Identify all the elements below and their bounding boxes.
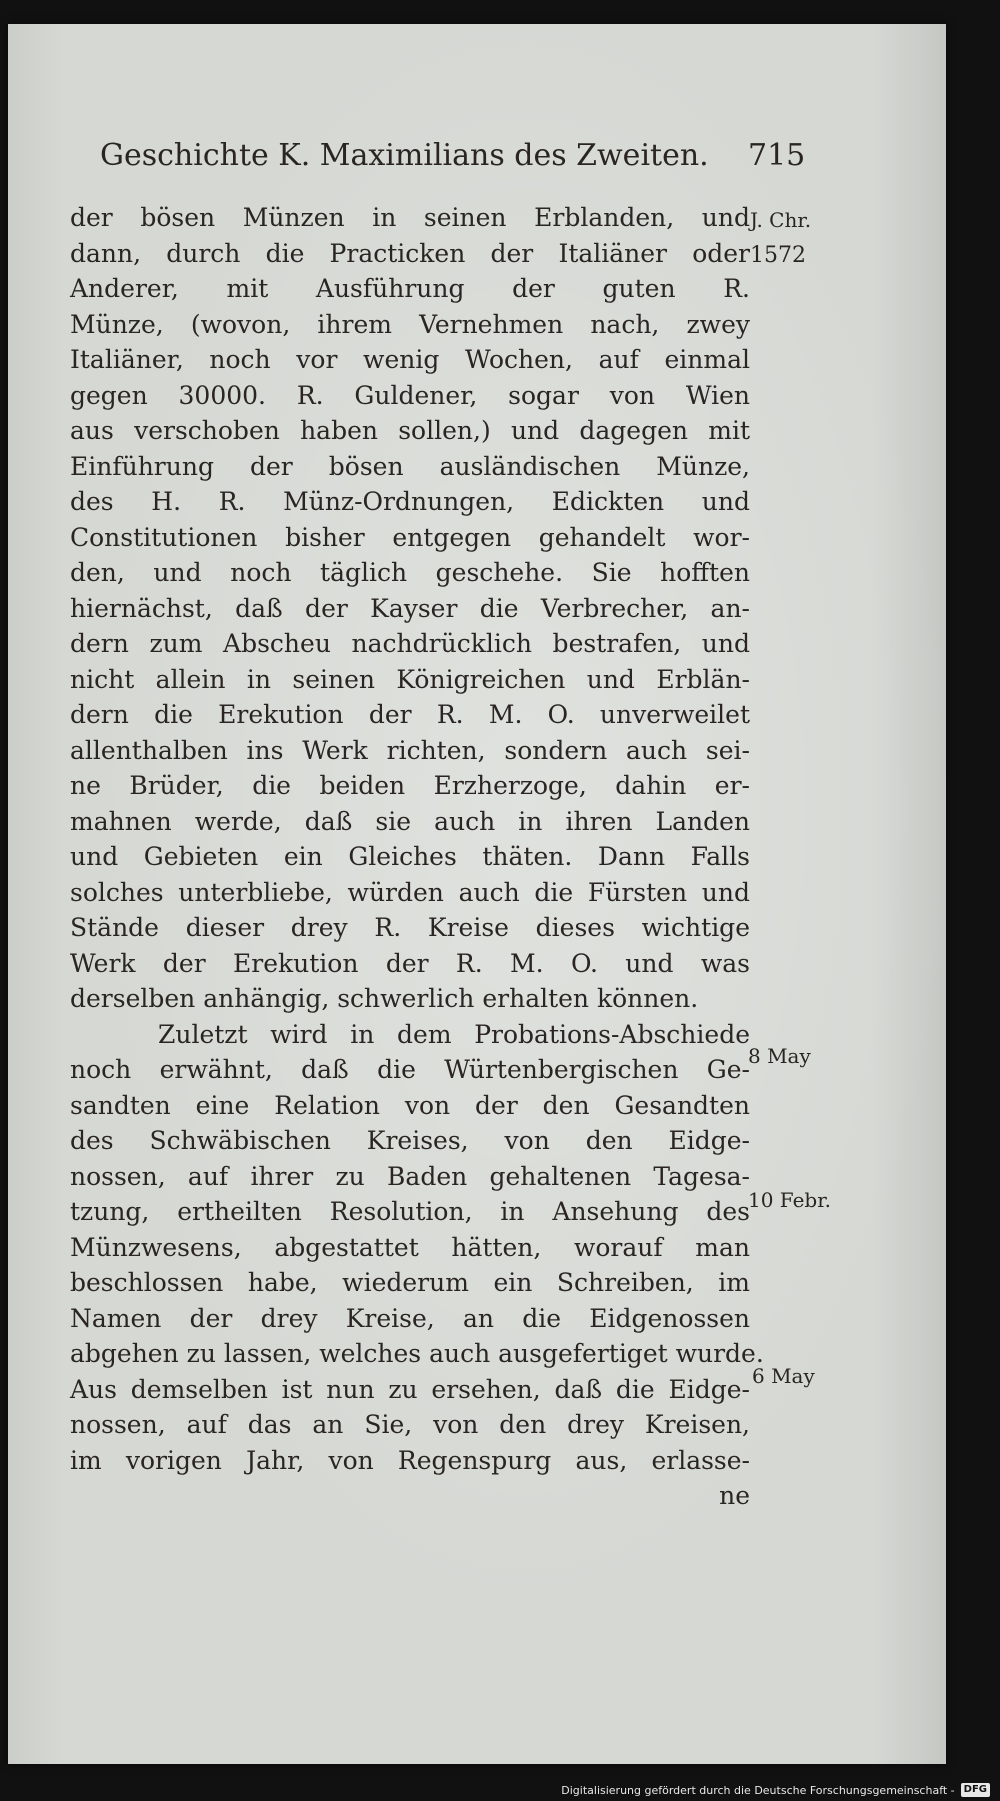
body-line: allenthalben ins Werk richten, sondern auch sei- <box>70 735 750 765</box>
body-line: dern zum Abscheu nachdrücklich bestrafen, und <box>70 629 750 658</box>
body-line: Aus demselben ist nun zu ersehen, daß die Eidge- <box>70 1374 750 1404</box>
body-line: aus verschoben haben sollen,) und dagegen mit <box>70 416 750 445</box>
body-line: des H. R. Münz-Ordnungen, Edickten und <box>70 487 750 516</box>
footer-credit: Digitalisierung gefördert durch die Deutsche Forschungsgemeinschaft - <box>561 1783 955 1797</box>
body-line: Stände dieser drey R. Kreise dieses wichtige <box>70 913 750 942</box>
body-line: im vorigen Jahr, von Regenspurg aus, erlasse- <box>70 1445 750 1475</box>
body-line: Münze, (wovon, ihrem Vernehmen nach, zwey <box>70 309 750 339</box>
body-line: und Gebieten ein Gleiches thäten. Dann Falls <box>70 842 750 871</box>
body-line: ne Brüder, die beiden Erzherzoge, dahin er- <box>70 771 750 800</box>
body-line: sandten eine Relation von der den Gesandten <box>70 1090 750 1120</box>
body-line: noch erwähnt, daß die Würtenbergischen Ge- <box>70 1055 750 1084</box>
body-line: den, und noch täglich geschehe. Sie hofften <box>70 558 750 587</box>
margin-note-date: 8 May <box>748 1044 811 1068</box>
body-line: mahnen werde, daß sie auch in ihren Landen <box>70 806 750 836</box>
body-line: Anderer, mit Ausführung der guten R. <box>70 274 750 303</box>
body-line: Italiäner, noch vor wenig Wochen, auf einmal <box>70 345 750 374</box>
body-line: beschlossen habe, wiederum ein Schreiben, im <box>70 1268 750 1297</box>
body-line: der bösen Münzen in seinen Erblanden, und <box>70 203 750 232</box>
body-line: hiernächst, daß der Kayser die Verbrecher, an- <box>70 593 750 623</box>
body-line: Münzwesens, abgestattet hätten, worauf man <box>70 1232 750 1262</box>
body-line: Einführung der bösen ausländischen Münze, <box>70 451 750 481</box>
body-line: nossen, auf ihrer zu Baden gehaltenen Tagesa- <box>70 1161 750 1191</box>
body-line: derselben anhängig, schwerlich erhalten können. <box>70 984 699 1013</box>
body-line: Werk der Erekution der R. M. O. und was <box>70 948 750 978</box>
catchword: ne <box>719 1481 750 1510</box>
running-header-title: Geschichte K. Maximilians des Zweiten. <box>100 138 709 173</box>
body-line: des Schwäbischen Kreises, von den Eidge- <box>70 1126 750 1155</box>
body-line: dann, durch die Practicken der Italiäner oder <box>70 238 750 268</box>
page-number: 715 <box>748 138 806 173</box>
body-line-paragraph-start: Zuletzt wird in dem Probations-Abschiede <box>158 1019 750 1049</box>
body-line: Namen der drey Kreise, an die Eidgenossen <box>70 1303 750 1333</box>
body-line: nossen, auf das an Sie, von den drey Kreisen, <box>70 1410 750 1439</box>
body-line: nicht allein in seinen Königreichen und Erblän- <box>70 664 750 694</box>
body-line: gegen 30000. R. Guldener, sogar von Wien <box>70 380 750 410</box>
body-line: dern die Erekution der R. M. O. unverweilet <box>70 700 750 729</box>
margin-note-year: 1572 <box>750 243 806 268</box>
book-page <box>8 24 946 1764</box>
body-line: Constitutionen bisher entgegen gehandelt wor- <box>70 522 750 552</box>
margin-note-era: J. Chr. <box>750 208 812 232</box>
margin-note-date: 10 Febr. <box>748 1188 831 1212</box>
body-line: tzung, ertheilten Resolution, in Ansehung des <box>70 1197 750 1226</box>
body-text <box>70 200 764 1514</box>
digitization-footer <box>561 1783 990 1797</box>
dfg-logo-icon: DFG <box>961 1783 990 1797</box>
running-header <box>100 136 820 176</box>
margin-note-date: 6 May <box>752 1364 815 1388</box>
body-line: solches unterbliebe, würden auch die Fürsten und <box>70 877 750 907</box>
body-line: abgehen zu lassen, welches auch ausgefertiget wurde. <box>70 1339 764 1368</box>
